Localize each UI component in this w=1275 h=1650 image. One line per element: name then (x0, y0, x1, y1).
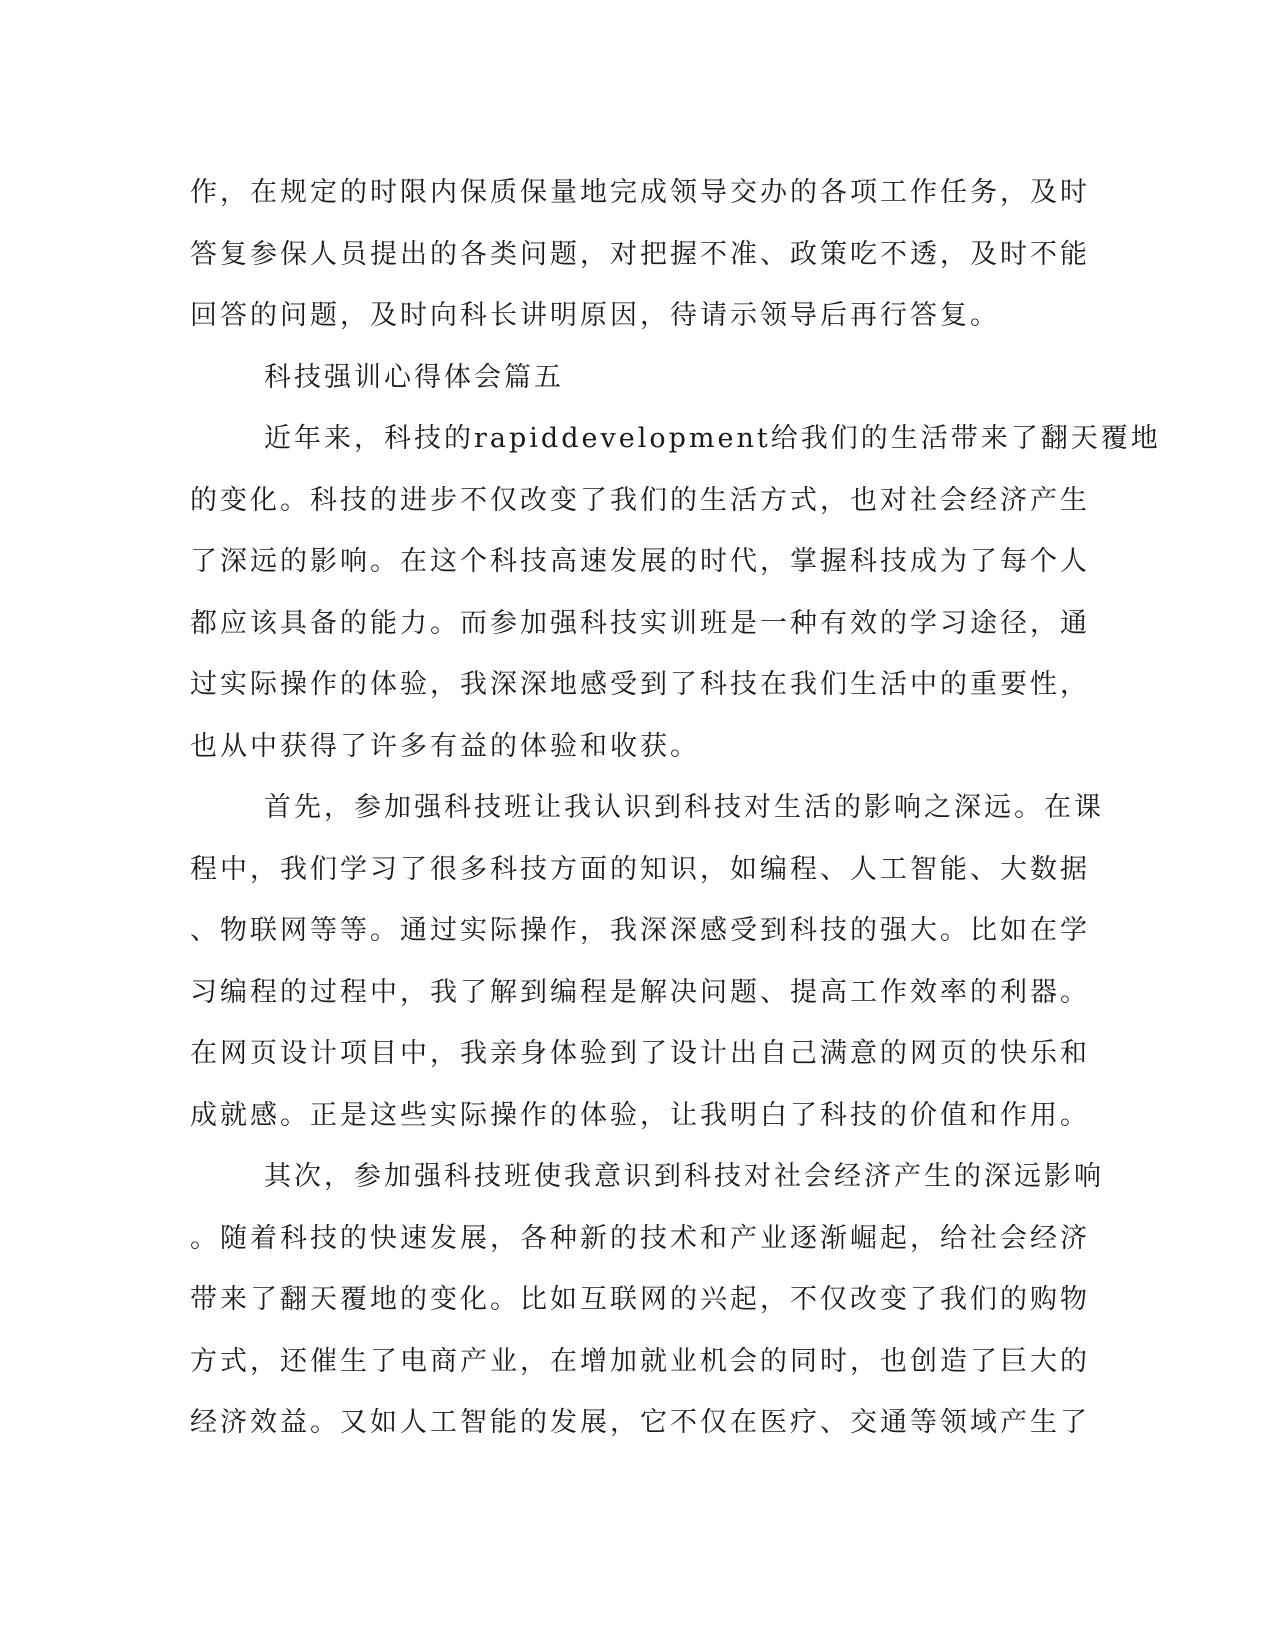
text-line: 习编程的过程中，我了解到编程是解决问题、提高工作效率的利器。 (190, 976, 1090, 1008)
text-line: 都应该具备的能力。而参加强科技实训班是一种有效的学习途径，通 (190, 607, 1090, 639)
paragraph-start: 首先，参加强科技班让我认识到科技对生活的影响之深远。在课 (264, 792, 1104, 823)
document-body (190, 162, 1161, 1454)
text-line: 答复参保人员提出的各类问题，对把握不准、政策吃不透，及时不能 (190, 238, 1090, 270)
text-line: 过实际操作的体验，我深深地感受到了科技在我们生活中的重要性， (190, 669, 1090, 700)
section-heading: 科技强训心得体会篇五 (264, 361, 564, 393)
text-line: 在网页设计项目中，我亲身体验到了设计出自己满意的网页的快乐和 (190, 1038, 1090, 1069)
text-line: 。随着科技的快速发展，各种新的技术和产业逐渐崛起，给社会经济 (190, 1222, 1090, 1254)
text-line: 方式，还催生了电商产业，在增加就业机会的同时，也创造了巨大的 (190, 1345, 1090, 1377)
text-line: 的变化。科技的进步不仅改变了我们的生活方式，也对社会经济产生 (190, 484, 1090, 516)
text-line: 带来了翻天覆地的变化。比如互联网的兴起，不仅改变了我们的购物 (190, 1284, 1090, 1315)
text-line: 也从中获得了许多有益的体验和收获。 (190, 730, 700, 762)
text-line: 了深远的影响。在这个科技高速发展的时代，掌握科技成为了每个人 (190, 546, 1090, 577)
text-line: 经济效益。又如人工智能的发展，它不仅在医疗、交通等领域产生了 (190, 1407, 1090, 1438)
text-line: 程中，我们学习了很多科技方面的知识，如编程、人工智能、大数据 (190, 853, 1090, 885)
text-line: 、物联网等等。通过实际操作，我深深感受到科技的强大。比如在学 (190, 915, 1090, 946)
paragraph-start: 近年来，科技的rapiddevelopment给我们的生活带来了翻天覆地 (264, 423, 1161, 454)
paragraph-start: 其次，参加强科技班使我意识到科技对社会经济产生的深远影响 (264, 1161, 1104, 1192)
text-line: 回答的问题，及时向科长讲明原因，待请示领导后再行答复。 (190, 300, 1000, 331)
text-line: 成就感。正是这些实际操作的体验，让我明白了科技的价值和作用。 (190, 1099, 1090, 1131)
text-line: 作，在规定的时限内保质保量地完成领导交办的各项工作任务，及时 (190, 177, 1090, 208)
